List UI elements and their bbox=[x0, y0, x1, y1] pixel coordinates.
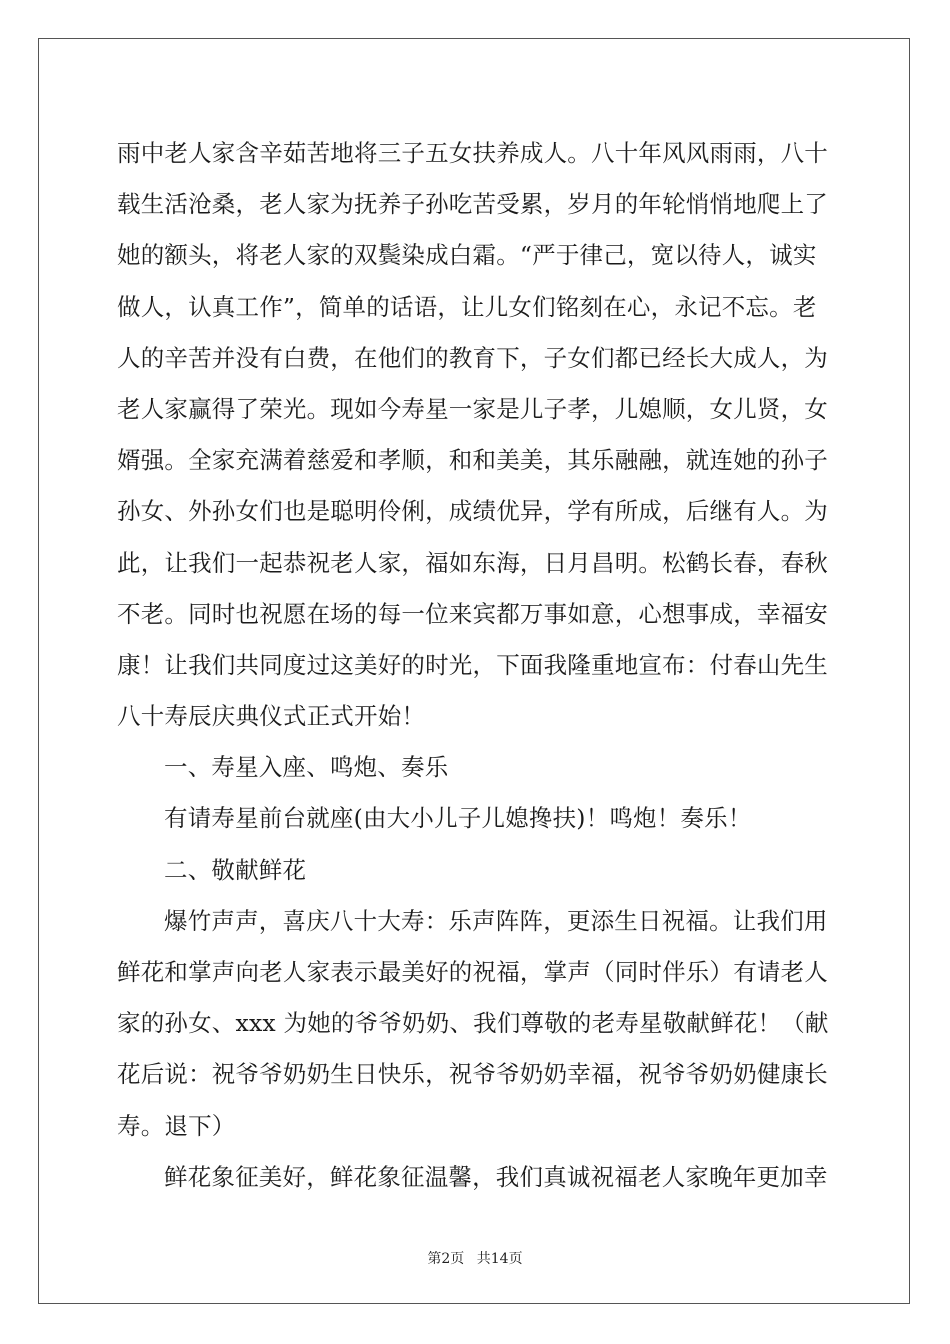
text-line: 人的辛苦并没有白费，在他们的教育下，子女们都已经长大成人，为 bbox=[117, 343, 828, 372]
text-line: 鲜花象征美好，鲜花象征温馨，我们真诚祝福老人家晚年更加幸 bbox=[164, 1162, 828, 1191]
text-line: 孙女、外孙女们也是聪明伶俐，成绩优异，学有所成，后继有人。为 bbox=[117, 497, 828, 526]
total-pages: 共14页 bbox=[476, 1251, 523, 1267]
text-line: 载生活沧桑，老人家为抚养子孙吃苦受累，岁月的年轮悄悄地爬上了 bbox=[117, 190, 828, 219]
text-line: 此，让我们一起恭祝老人家，福如东海，日月昌明。松鹤长春，春秋 bbox=[117, 548, 828, 577]
text-line: 她的额头，将老人家的双鬓染成白霜。“严于律己，宽以待人，诚实 bbox=[117, 241, 817, 270]
text-line: 爆竹声声，喜庆八十大寿：乐声阵阵，更添生日祝福。让我们用 bbox=[164, 906, 828, 935]
text-line: 不老。同时也祝愿在场的每一位来宾都万事如意，心想事成，幸福安 bbox=[117, 599, 828, 628]
text-line: 寿。退下） bbox=[117, 1111, 236, 1140]
text-line: 雨中老人家含辛茹苦地将三子五女扶养成人。八十年风风雨雨，八十 bbox=[117, 139, 828, 167]
text-line: 八十寿辰庆典仪式正式开始！ bbox=[117, 702, 426, 731]
text-line: 婿强。全家充满着慈爱和孝顺，和和美美，其乐融融，就连她的孙子 bbox=[117, 446, 828, 475]
text-line: 二、敬献鲜花 bbox=[164, 855, 307, 884]
current-page-number: 第2页 bbox=[427, 1251, 465, 1267]
text-line: 一、寿星入座、鸣炮、奏乐 bbox=[164, 753, 449, 782]
document-body bbox=[117, 128, 833, 1203]
text-line: 做人，认真工作”，简单的话语，让儿女们铭刻在心，永记不忘。老 bbox=[117, 292, 817, 321]
text-line: 老人家赢得了荣光。现如今寿星一家是儿子孝，儿媳顺，女儿贤，女 bbox=[117, 394, 828, 423]
text-line: 花后说：祝爷爷奶奶生日快乐，祝爷爷奶奶幸福，祝爷爷奶奶健康长 bbox=[117, 1060, 828, 1089]
text-line: 鲜花和掌声向老人家表示最美好的祝福，掌声（同时伴乐）有请老人 bbox=[117, 958, 828, 986]
text-line: 康！让我们共同度过这美好的时光，下面我隆重地宣布：付春山先生 bbox=[117, 650, 828, 679]
page-footer bbox=[0, 1248, 950, 1268]
text-line: 家的孙女、xxx 为她的爷爷奶奶、我们尊敬的老寿星敬献鲜花！（献 bbox=[117, 1009, 829, 1038]
text-line: 有请寿星前台就座(由大小儿子儿媳搀扶)！鸣炮！奏乐！ bbox=[164, 804, 752, 833]
